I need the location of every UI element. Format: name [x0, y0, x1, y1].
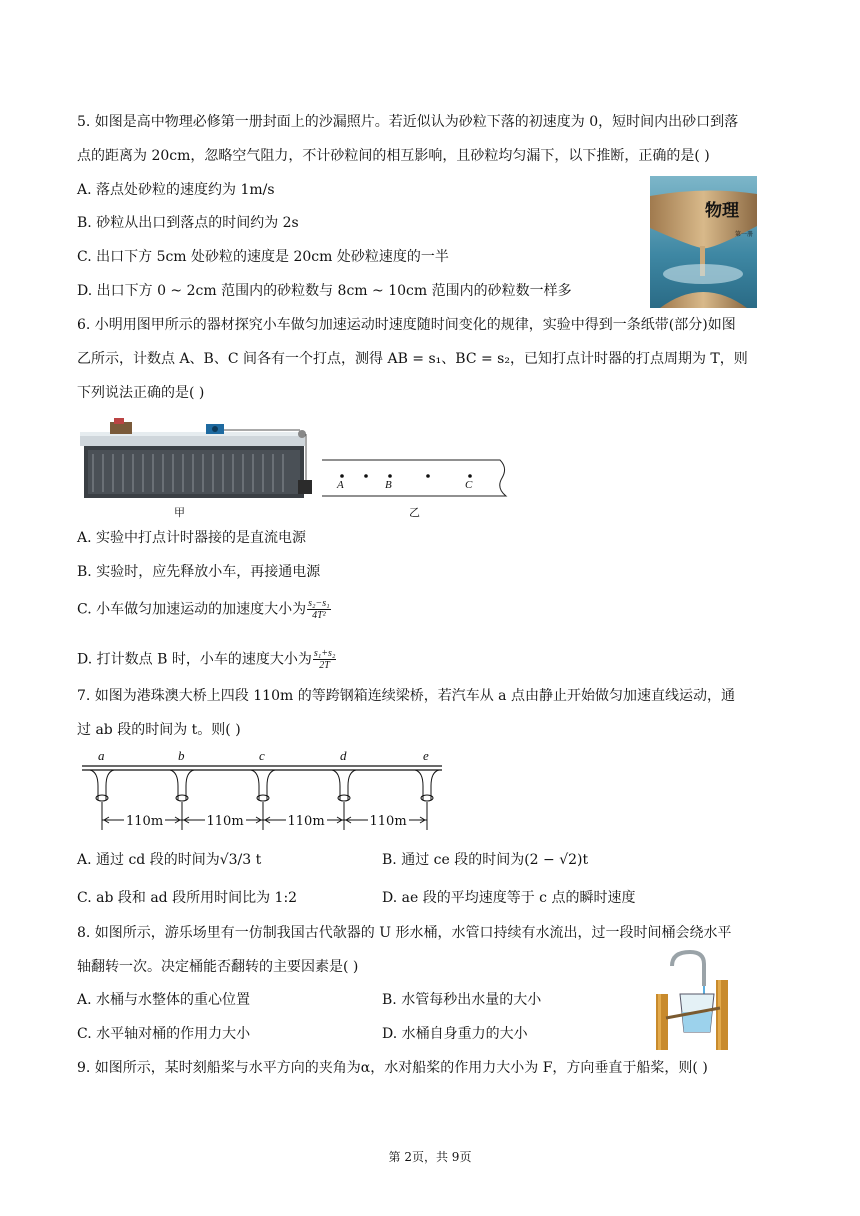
bridge-point-label: b	[178, 748, 185, 763]
bridge-point-label: e	[423, 748, 429, 763]
acceleration-numerator: s₂−s₁	[308, 598, 330, 609]
q5-option-d: D. 出口下方 0 ~ 2cm 范围内的砂粒数与 8cm ~ 10cm 范围内的砂粒数一样多	[77, 283, 572, 299]
velocity-numerator: s₁+s₂	[313, 648, 336, 659]
q6-option-a: A. 实验中打点计时器接的是直流电源	[77, 530, 307, 546]
q7-stem-line1: 7. 如图为港珠澳大桥上四段 110m 的等跨钢箱连续梁桥，若汽车从 a 点由静止开始做匀加速直线运动，通	[77, 688, 735, 704]
book-subtitle: 第一册	[735, 231, 754, 238]
paper-tape-figure	[322, 458, 512, 498]
q8-stem-line1: 8. 如图所示，游乐场里有一仿制我国古代欹器的 U 形水桶，水管口持续有水流出，过一段时间桶会绕水平	[77, 925, 732, 941]
q8-option-b: B. 水管每秒出水量的大小	[382, 992, 542, 1008]
q8-option-a: A. 水桶与水整体的重心位置	[77, 992, 251, 1008]
q6-option-b: B. 实验时，应先释放小车，再接通电源	[77, 564, 321, 580]
physics-book-cover-image	[650, 176, 757, 308]
q8-option-d: D. 水桶自身重力的大小	[382, 1026, 528, 1042]
book-title: 物理	[705, 201, 739, 221]
q9-stem-line1: 9. 如图所示，某时刻船桨与水平方向的夹角为α，水对船桨的作用力大小为 F，方向垂直于船桨，则( )	[77, 1060, 708, 1076]
apparatus-figure	[80, 418, 320, 500]
figure-label-jia: 甲	[174, 506, 185, 519]
q5-stem-line2: 点的距离为 20cm，忽略空气阻力，不计砂粒间的相互影响，且砂粒均匀漏下，以下推断，正确的是( )	[77, 148, 710, 164]
q6-option-c-prefix: C. 小车做匀加速运动的加速度大小为	[77, 601, 307, 618]
q7-stem-line2: 过 ab 段的时间为 t。则( )	[77, 722, 241, 738]
figure-label-yi: 乙	[409, 506, 420, 519]
acceleration-fraction	[307, 598, 330, 621]
velocity-denominator: 2T	[319, 660, 330, 671]
bridge-point-label: c	[259, 748, 265, 763]
q6-stem-line2: 乙所示，计数点 A、B、C 间各有一个打点，测得 AB = s₁、BC = s₂，已知打点计时器的打点周期为 T，则	[77, 351, 748, 367]
q7-option-c: C. ab 段和 ad 段所用时间比为 1:2	[77, 890, 298, 906]
bridge-point-label: a	[98, 748, 105, 763]
q6-option-d-prefix: D. 打计数点 B 时，小车的速度大小为	[77, 651, 312, 668]
q5-option-a: A. 落点处砂粒的速度约为 1m/s	[77, 182, 275, 198]
velocity-fraction	[313, 648, 336, 671]
q5-stem-line1: 5. 如图是高中物理必修第一册封面上的沙漏照片。若近似认为砂粒下落的初速度为 0，短时间内出砂口到落	[77, 114, 739, 130]
q7-option-b: B. 通过 ce 段的时间为(2 − √2)t	[382, 852, 589, 868]
tape-point-a: A	[337, 479, 344, 491]
q5-option-b: B. 砂粒从出口到落点的时间约为 2s	[77, 215, 299, 231]
q6-stem-line1: 6. 小明用图甲所示的器材探究小车做匀加速运动时速度随时间变化的规律，实验中得到一条纸带(部分)如图	[77, 317, 736, 333]
q8-stem-line2: 轴翻转一次。决定桶能否翻转的主要因素是( )	[77, 959, 359, 975]
page-footer: 第 2页，共 9页	[388, 1150, 472, 1164]
span-length-label: 110m	[124, 812, 165, 832]
q8-option-c: C. 水平轴对桶的作用力大小	[77, 1026, 251, 1042]
tape-point-b: B	[385, 479, 392, 491]
q6-stem-line3: 下列说法正确的是( )	[77, 385, 205, 401]
span-length-label: 110m	[368, 812, 409, 832]
q7-option-a: A. 通过 cd 段的时间为√3/3 t	[77, 852, 262, 868]
q6-option-c	[77, 598, 332, 621]
water-bucket-figure	[642, 950, 742, 1050]
q5-option-c: C. 出口下方 5cm 处砂粒的速度是 20cm 处砂粒速度的一半	[77, 249, 449, 265]
q7-option-d: D. ae 段的平均速度等于 c 点的瞬时速度	[382, 890, 636, 906]
tape-point-c: C	[465, 479, 473, 491]
acceleration-denominator: 4T²	[312, 610, 326, 621]
span-length-label: 110m	[286, 812, 327, 832]
span-length-label: 110m	[205, 812, 246, 832]
q6-option-d	[77, 648, 337, 671]
bridge-point-label: d	[340, 748, 347, 763]
